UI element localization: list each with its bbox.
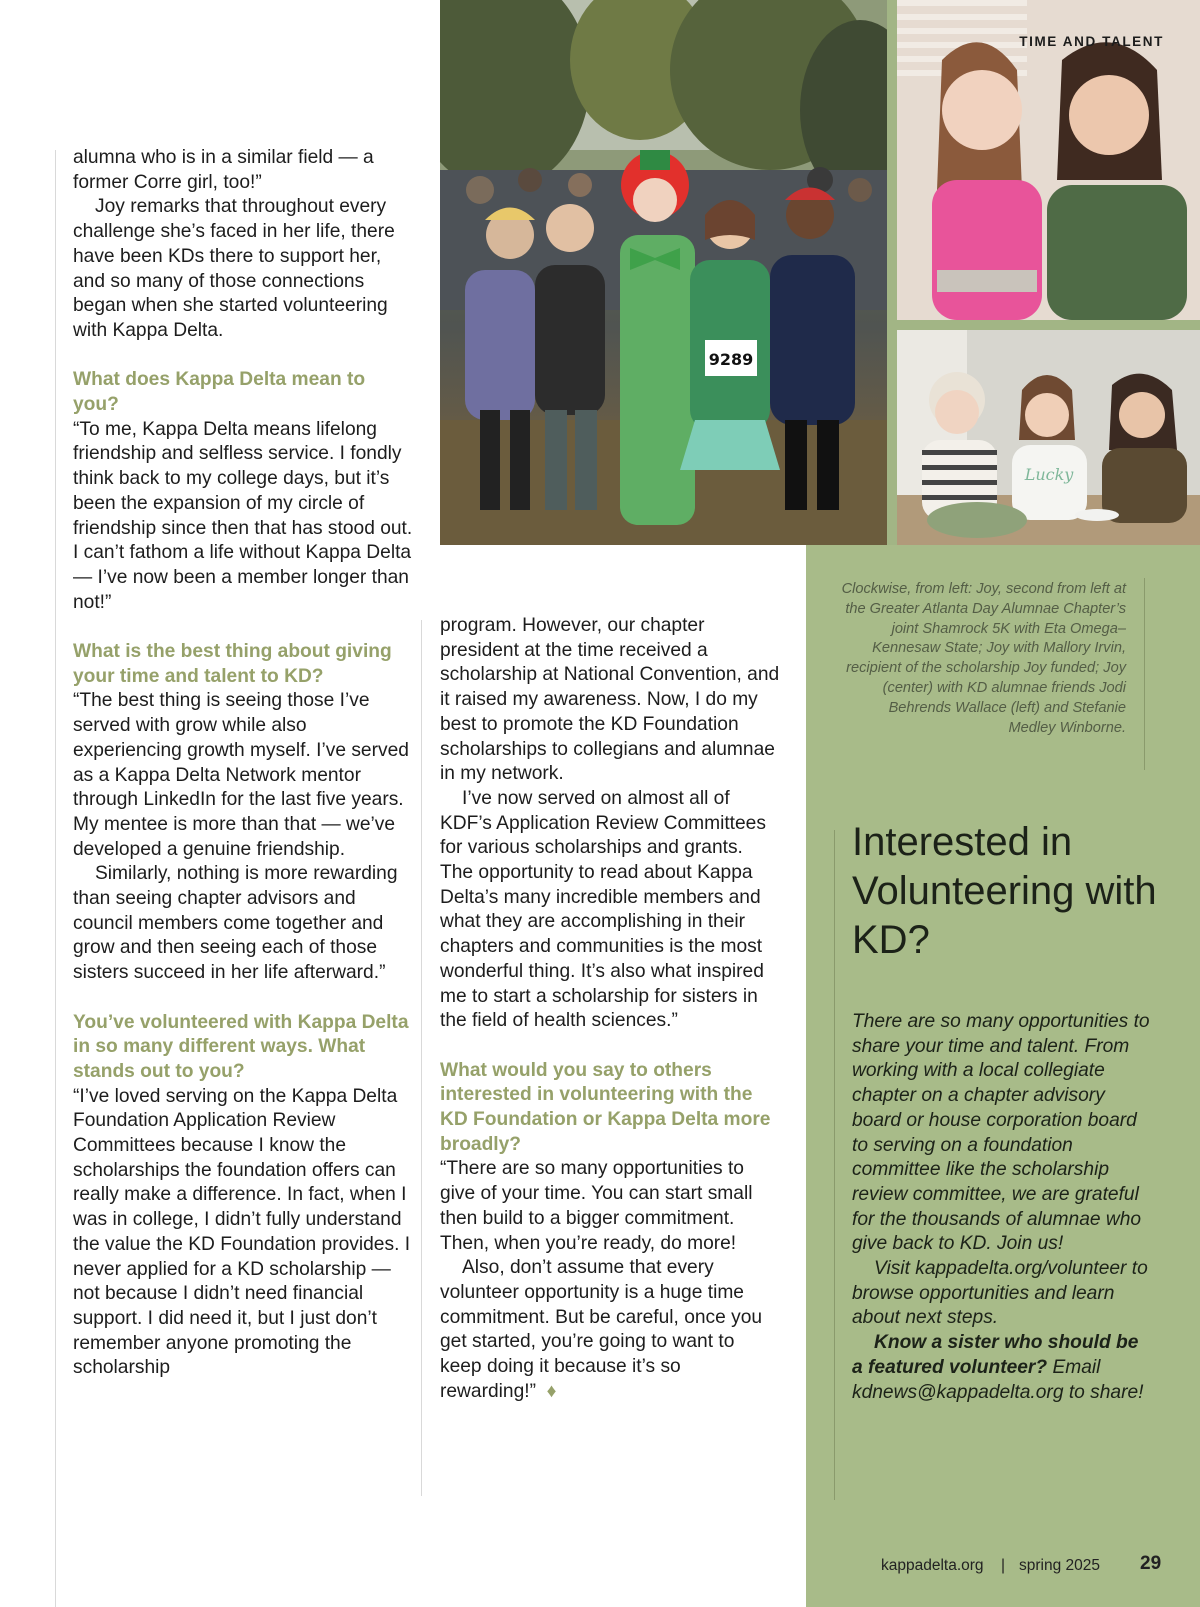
photo-shamrock-5k <box>440 0 887 545</box>
sidebar-paragraph <box>852 1331 1152 1405</box>
photo-frame-divider <box>887 0 897 545</box>
page-number: 29 <box>1140 1553 1162 1574</box>
photo-frame-divider <box>887 320 1200 330</box>
interview-answer: “There are so many opportunities to give of your time. You can start small then build to a bigger commitment. Then, when you’re ready, do more! <box>440 1158 753 1254</box>
running-head: TIME AND TALENT <box>1019 34 1164 49</box>
answer-text: Also, don’t assume that every volunteer opportunity is a huge time commitment. But be careful, once you get started, you’re going to want to keep doing it because it’s so rewarding!” <box>440 1257 763 1402</box>
interview-answer <box>440 1256 780 1404</box>
interview-question: You’ve volunteered with Kappa Delta in so many different ways. What stands out to you? <box>73 1011 409 1082</box>
body-paragraph: Joy remarks that throughout every challenge she’s faced in her life, there have been KDs there to support her, and so many of those connections began when she started volunteering with Kappa Delta. <box>73 196 395 341</box>
column-divider-rule <box>421 620 422 1496</box>
interview-question: What would you say to others interested in volunteering with the KD Foundation or Kappa Delta more broadly? <box>440 1059 771 1155</box>
photo-joy-with-alumnae-friends <box>897 330 1200 545</box>
article-column-1 <box>73 146 413 1381</box>
footer-site: kappadelta.org <box>881 1557 984 1574</box>
interview-answer: “To me, Kappa Delta means lifelong friendship and selfless service. I fondly think back to my college days, but it’s been the expansion of my circle of friendship since then that has stood out. I can’t fathom a life without Kappa Delta — I’ve now been a member longer than not!” <box>73 418 413 613</box>
photo-caption: Clockwise, from left: Joy, second from left at the Greater Atlanta Day Alumnae Chapter’s joint Shamrock 5K with Eta Omega–Kennesaw State; Joy with Mallory Irvin, recipient of the scholarship Joy funded; Joy (center) with KD alumnae friends Jodi Behrends Wallace (left) and Stefanie Medley Winborne. <box>841 581 1126 736</box>
end-mark-icon: ♦ <box>546 1380 557 1402</box>
interview-question: What does Kappa Delta mean to you? <box>73 369 366 416</box>
body-paragraph: alumna who is in a similar field — a former Corre girl, too!” <box>73 147 374 193</box>
article-column-2 <box>440 614 780 1404</box>
sidebar-body <box>852 1010 1152 1405</box>
footer-separator: | <box>1001 1557 1006 1574</box>
interview-answer: Similarly, nothing is more rewarding than seeing chapter advisors and council members come together and grow and then seeing each of those sisters succeed in her life afterward.” <box>73 863 398 984</box>
body-paragraph: program. However, our chapter president at the time received a scholarship at National Convention, and it raised my awareness. Now, I do my best to promote the KD Foundation scholarships to collegians and alumnae in my network. <box>440 615 780 785</box>
sidebar-paragraph: There are so many opportunities to share your time and talent. From working with a local collegiate chapter on a chapter advisory board or house corporation board to serving on a foundation committee like the scholarship review committee, we are grateful for the thousands of alumnae who give back to KD. Join us! <box>852 1011 1150 1255</box>
interview-answer: “The best thing is seeing those I’ve served with grow while also experiencing growth myself. I’ve served as a Kappa Delta Network mentor through LinkedIn for the last five years. My mentee is more than that — we’ve developed a genuine friendship. <box>73 690 409 860</box>
left-margin-rule <box>55 150 56 1607</box>
sidebar-paragraph: Visit kappadelta.org/volunteer to browse opportunities and learn about next steps. <box>852 1258 1148 1329</box>
sidebar-rule <box>834 830 835 1500</box>
sidebar-email-text: Email kdnews@kappadelta.org to share! <box>852 1356 1144 1403</box>
interview-answer: “I’ve loved serving on the Kappa Delta Foundation Application Review Committees because I know the scholarships the foundation offers can really make a difference. In fact, when I was in college, I didn’t fully understand the value the KD Foundation provides. I never applied for a KD scholarship — not because I didn’t need financial support. I did need it, but I just don’t remember anyone promoting the scholarship <box>73 1085 411 1379</box>
sidebar-title: Interested in Volunteering with KD? <box>852 820 1157 962</box>
race-photo-illustration <box>440 0 887 545</box>
sidebar-callout: Know a sister who should be a featured volunteer? <box>852 1332 1139 1378</box>
body-paragraph: I’ve now served on almost all of KDF’s Application Review Committees for various scholarships and grants. The opportunity to read about Kappa Delta’s many incredible members and what they are accomplishing in their chapters and communities is the most wonderful thing. It’s also what inspired me to start a scholarship for sisters in the field of health sciences.” <box>440 787 766 1032</box>
race-bib-number: 9289 <box>708 350 754 369</box>
caption-rule <box>1144 578 1145 770</box>
shirt-text: Lucky <box>1024 465 1074 484</box>
friends-photo-illustration <box>897 330 1200 545</box>
interview-question: What is the best thing about giving your time and talent to KD? <box>73 641 392 687</box>
footer-issue: spring 2025 <box>1019 1557 1101 1574</box>
